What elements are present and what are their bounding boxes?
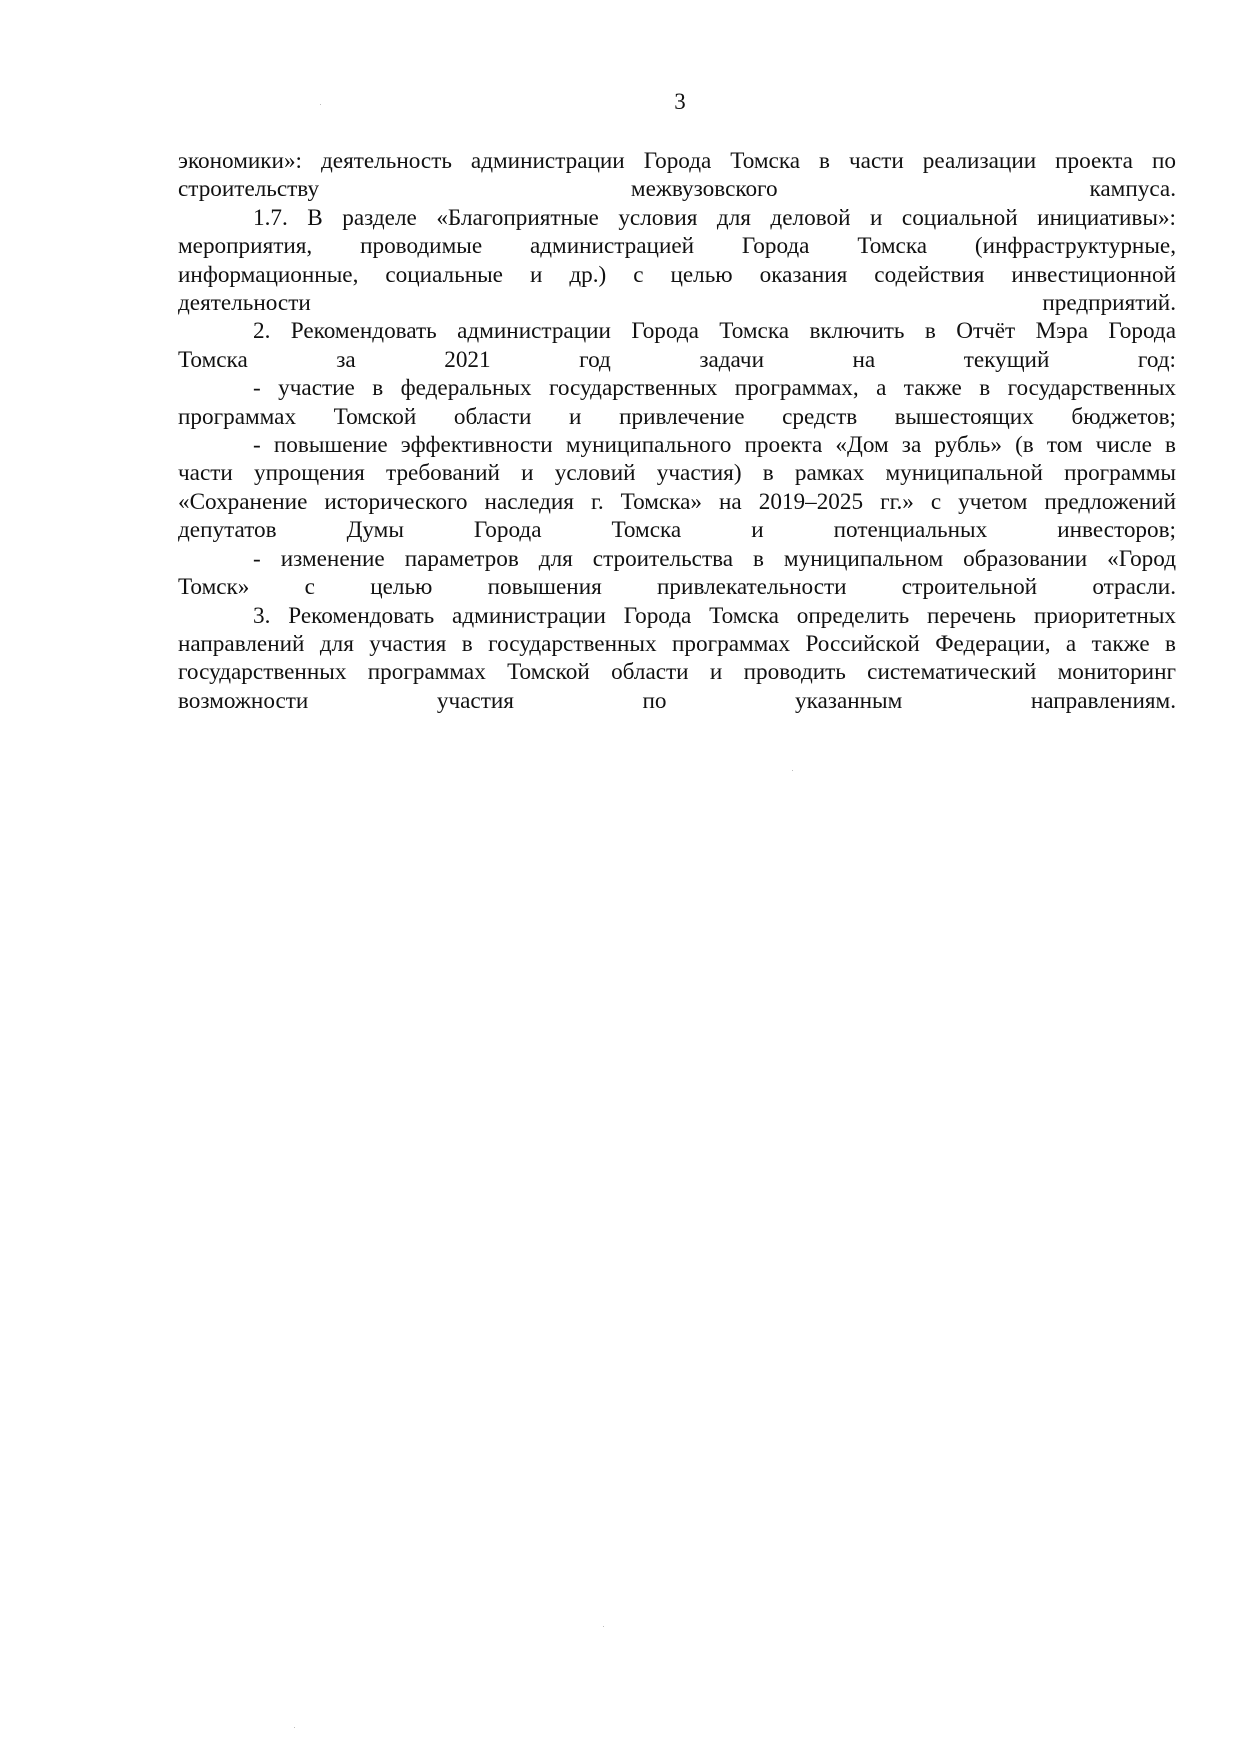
text-line: мероприятия, проводимые администрацией Города Томска (инфраструктурные, xyxy=(178,233,1176,260)
text-line: программах Томской области и привлечение средств вышестоящих бюджетов; xyxy=(178,403,1176,430)
text-line: - участие в федеральных государственных программах, а также в государственных xyxy=(253,375,1176,402)
page-number: 3 xyxy=(674,89,686,114)
text-line: депутатов Думы Города Томска и потенциальных инвесторов; xyxy=(178,517,1176,544)
scan-speck xyxy=(792,770,793,771)
text-line: экономики»: деятельность администрации Города Томска в части реализации проекта по xyxy=(178,148,1176,174)
text-line: возможности участия по указанным направлениям. xyxy=(178,687,1176,714)
text-line: 2. Рекомендовать администрации Города Томска включить в Отчёт Мэра Города xyxy=(253,318,1176,345)
text-line: - повышение эффективности муниципального проекта «Дом за рубль» (в том числе в xyxy=(253,432,1176,459)
document-body xyxy=(178,147,1176,715)
text-line: строительству межвузовского кампуса. xyxy=(178,176,1176,203)
paragraph-3 xyxy=(178,602,1176,716)
text-line: направлений для участия в государственных программах Российской Федерации, а также в xyxy=(178,630,1176,657)
text-line: государственных программах Томской области и проводить систематический мониторинг xyxy=(178,659,1176,686)
text-line: информационные, социальные и др.) с целью оказания содействия инвестиционной xyxy=(178,261,1176,288)
paragraph-2 xyxy=(178,317,1176,374)
list-item-federal-programs xyxy=(178,374,1176,431)
text-line: - изменение параметров для строительства в муниципальном образовании «Город xyxy=(253,545,1176,572)
list-item-construction-parameters xyxy=(178,545,1176,602)
scan-speck xyxy=(320,104,321,105)
scan-speck xyxy=(603,1626,604,1627)
text-line: Томска за 2021 год задачи на текущий год: xyxy=(178,346,1176,373)
list-item-house-for-ruble xyxy=(178,431,1176,545)
paragraph-economy-continuation xyxy=(178,147,1176,204)
text-line: 3. Рекомендовать администрации Города Томска определить перечень приоритетных xyxy=(253,602,1176,629)
text-line: Томск» с целью повышения привлекательности строительной отрасли. xyxy=(178,574,1176,601)
text-line: 1.7. В разделе «Благоприятные условия для деловой и социальной инициативы»: xyxy=(253,204,1176,231)
text-line: части упрощения требований и условий участия) в рамках муниципальной программы xyxy=(178,460,1176,487)
paragraph-1-7 xyxy=(178,204,1176,318)
scan-speck xyxy=(294,1727,295,1728)
text-line: «Сохранение исторического наследия г. Томска» на 2019–2025 гг.» с учетом предложений xyxy=(178,488,1176,515)
text-line: деятельности предприятий. xyxy=(178,290,1176,317)
